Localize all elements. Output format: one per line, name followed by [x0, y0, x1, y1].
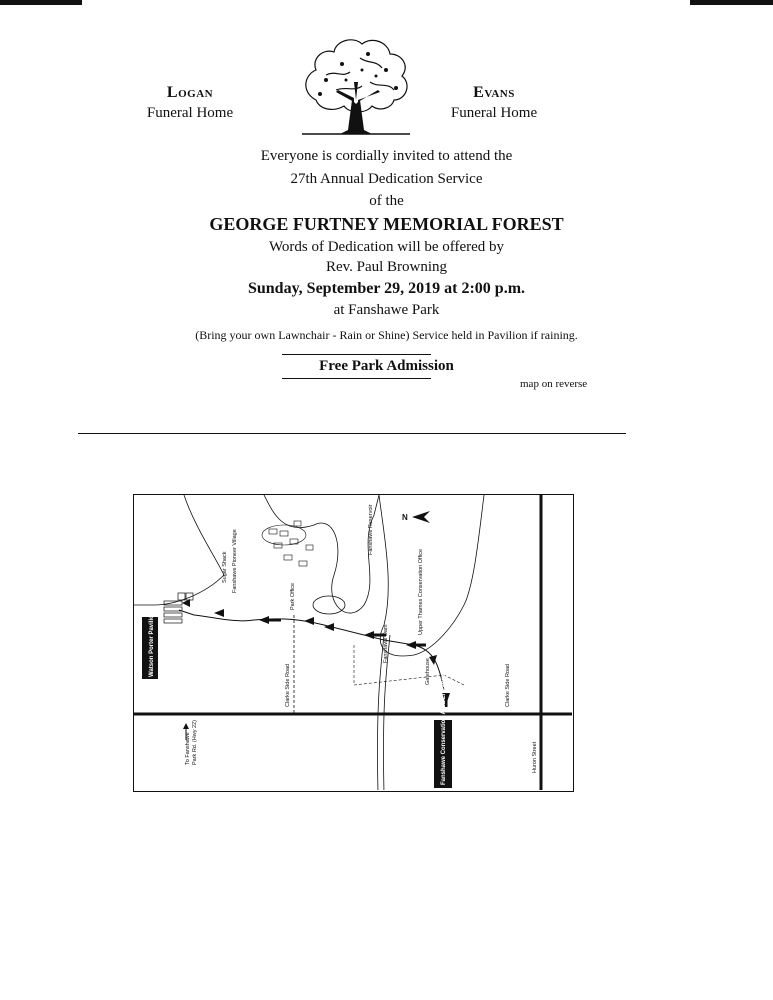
pond	[313, 596, 345, 614]
clarke-side-road-right-label: Clarke Side Road	[505, 663, 511, 707]
admission-rule-bottom	[282, 378, 431, 379]
huron-street-label: Huron Street	[532, 741, 538, 773]
section-divider	[78, 433, 626, 434]
tree-logo	[296, 30, 416, 138]
shoreline-east	[379, 495, 484, 656]
invite-line-1: Everyone is cordially invited to attend the	[260, 148, 513, 164]
pioneer-village-area	[262, 525, 306, 545]
pavilion-label: Watson Porter Pavilion	[149, 611, 155, 677]
event-note: (Bring your own Lawnchair - Rain or Shine) Service held in Pavilion if raining.	[195, 328, 578, 342]
scan-edge-right	[690, 0, 773, 5]
free-admission: Free Park Admission	[319, 358, 454, 374]
admission-rule-top	[282, 354, 431, 355]
forest-title: GEORGE FURTNEY MEMORIAL FOREST	[209, 214, 564, 234]
clarke-side-road-left-label: Clarke Side Road	[285, 663, 291, 707]
sugar-shack-label: Sugar Shack	[222, 551, 228, 583]
north-label: N	[402, 513, 408, 522]
shoreline-west	[134, 495, 224, 605]
compass-icon	[402, 511, 430, 523]
invite-line-4: Words of Dedication will be offered by	[268, 239, 505, 255]
village-buildings	[269, 521, 313, 566]
event-location: at Fanshawe Park	[333, 302, 440, 318]
funeral-home-logan-sub: Funeral Home	[146, 105, 234, 121]
to-fanshawe-label-1: To Fanshawe	[185, 732, 191, 765]
upper-thames-label: Upper Thames Conservation Office	[418, 548, 424, 635]
dam-label: Fanshawe Dam	[383, 624, 389, 663]
village-label: Fanshawe Pioneer Village	[232, 529, 238, 593]
park-office-label: Park Office	[290, 582, 296, 610]
entrance-label: Fanshawe Conservation Area Entrance	[441, 673, 447, 785]
scan-edge-left	[0, 0, 82, 5]
invite-line-3: of the	[369, 193, 404, 209]
reservoir-label: Fanshawe Reservoir	[368, 504, 374, 555]
invite-line-2: 27th Annual Dedication Service	[290, 171, 483, 187]
funeral-home-evans-sub: Funeral Home	[450, 105, 538, 121]
funeral-home-evans	[424, 83, 564, 123]
officiant-name: Rev. Paul Browning	[325, 259, 448, 275]
event-datetime: Sunday, September 29, 2019 at 2:00 p.m.	[247, 280, 526, 297]
funeral-home-logan	[120, 83, 260, 123]
shoreline-middle	[264, 495, 379, 613]
trail	[354, 645, 464, 685]
to-fanshawe-label-2: Park Rd. (Hwy 22)	[192, 720, 198, 765]
gatehouse-label: Gatehouse	[425, 658, 431, 685]
funeral-home-evans-name: Evans	[473, 84, 515, 101]
park-map	[133, 494, 574, 792]
road-arrow-icon	[183, 723, 189, 729]
funeral-home-logan-name: Logan	[166, 84, 214, 101]
map-note: map on reverse	[520, 378, 588, 390]
route-arrows	[182, 599, 450, 707]
